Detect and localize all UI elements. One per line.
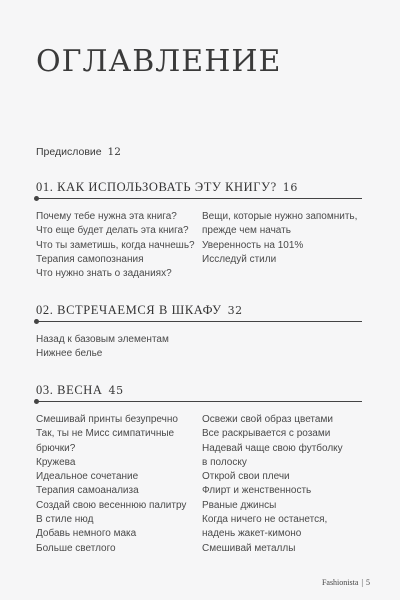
page-title: ОГЛАВЛЕНИЕ: [36, 44, 282, 79]
page-footer: [322, 578, 370, 587]
section-heading: [36, 180, 362, 199]
toc-entry: прежде чем начать: [202, 225, 291, 237]
toc-entry: брючки?: [36, 442, 76, 454]
heading-rule-dot: [34, 399, 39, 404]
section-page-number: 45: [108, 384, 124, 397]
preface-label: Предисловие: [36, 146, 102, 158]
section-right-column: [202, 333, 362, 362]
footer-page-number: 5: [366, 578, 370, 587]
toc-entry: Рваные джинсы: [202, 499, 277, 511]
footer-separator: |: [361, 578, 363, 587]
section-right-column: [202, 210, 362, 281]
section-02: [36, 303, 362, 362]
section-title: 02. ВСТРЕЧАЕМСЯ В ШКАФУ: [36, 303, 222, 317]
toc-entry: Терапия самоанализа: [36, 485, 139, 497]
toc-entry: Нижнее белье: [36, 348, 103, 360]
section-title: 03. ВЕСНА: [36, 383, 103, 397]
toc-entry: надень жакет-кимоно: [202, 528, 302, 540]
toc-entry: Что ты заметишь, когда начнешь?: [36, 239, 195, 251]
heading-rule-dot: [34, 319, 39, 324]
toc-entry: Флирт и женственность: [202, 485, 312, 497]
toc-entry: Надевай чаще свою футболку: [202, 442, 343, 454]
toc-entry: Создай свою весеннюю палитру: [36, 499, 187, 511]
toc-entry: Исследуй стили: [202, 253, 277, 265]
toc-entry: Терапия самопознания: [36, 253, 144, 265]
section-heading: [36, 383, 362, 402]
preface-entry: [36, 146, 121, 158]
toc-entry: Почему тебе нужна эта книга?: [36, 211, 177, 222]
toc-entry: Что еще будет делать эта книга?: [36, 225, 189, 237]
section-left-column: [36, 413, 202, 556]
section-page-number: 32: [227, 304, 243, 317]
toc-entry: Освежи свой образ цветами: [202, 414, 333, 425]
preface-page-number: 12: [107, 146, 121, 158]
toc-entry: Так, ты не Мисс симпатичные: [36, 428, 175, 440]
toc-entry: Открой свои плечи: [202, 471, 290, 483]
section-page-number: 16: [282, 181, 298, 194]
toc-entry: В стиле нюд: [36, 514, 94, 526]
section-01: [36, 180, 362, 281]
toc-entry: в полоску: [202, 456, 247, 468]
section-right-column: [202, 413, 362, 556]
toc-entry: Идеальное сочетание: [36, 471, 139, 483]
section-03: [36, 383, 362, 556]
section-heading: [36, 303, 362, 322]
section-left-column: [36, 333, 202, 362]
toc-entry: Что нужно знать о заданиях?: [36, 268, 172, 280]
toc-entry: Смешивай принты безупречно: [36, 414, 178, 425]
section-left-column: [36, 210, 202, 281]
section-title: 01. КАК ИСПОЛЬЗОВАТЬ ЭТУ КНИГУ?: [36, 180, 277, 194]
footer-book-title: Fashionista: [321, 578, 359, 587]
toc-entry: Все раскрывается с розами: [202, 428, 331, 440]
toc-entry: Уверенность на 101%: [202, 239, 304, 251]
toc-entry: Когда ничего не останется,: [202, 514, 328, 526]
toc-entry: Назад к базовым элементам: [36, 334, 169, 345]
toc-entry: Добавь немного мака: [36, 528, 137, 540]
toc-entry: Кружева: [36, 456, 76, 468]
toc-entry: Смешивай металлы: [202, 542, 296, 554]
heading-rule-dot: [34, 196, 39, 201]
toc-entry: Вещи, которые нужно запомнить,: [202, 211, 358, 222]
toc-entry: Больше светлого: [36, 542, 116, 554]
